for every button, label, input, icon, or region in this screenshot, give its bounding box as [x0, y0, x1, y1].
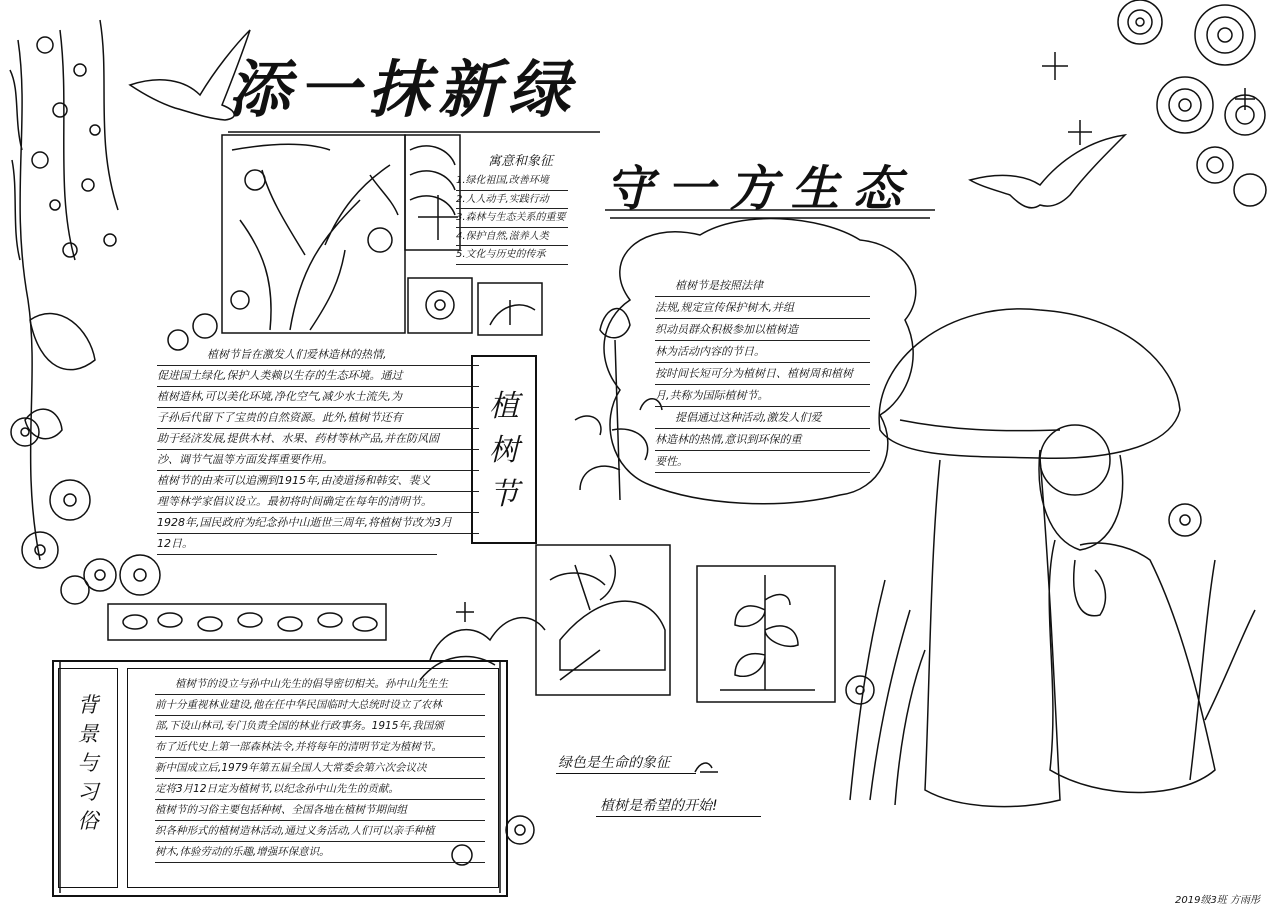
custom-line: 定将3月12日定为植树节,以纪念孙中山先生的贡献。 — [155, 779, 485, 800]
tree-picture — [222, 135, 405, 333]
sparkle-star-2 — [1068, 120, 1092, 145]
label-char: 俗 — [77, 809, 99, 833]
law-line: 法规,规定宣传保护树木,并组 — [655, 297, 870, 319]
background-customs-text — [155, 674, 485, 863]
symbolism-item: 5.文化与历史的传承 — [456, 246, 568, 265]
arbor-day-label-box — [471, 355, 537, 544]
poster-title-line1: 添一抹新绿 — [228, 53, 579, 126]
paragraph-line: 助于经济发展,提供木材、水果、药材等林产品,并在防风固 — [157, 429, 479, 450]
paragraph-line: 植树节旨在激发人们爱林造林的热情, — [157, 345, 479, 366]
custom-line: 植树节的设立与孙中山先生的倡导密切相关。孙中山先生生 — [155, 674, 485, 695]
law-line: 林为活动内容的节日。 — [655, 341, 870, 363]
sparkle-star-5 — [456, 602, 474, 622]
symbolism-heading: 寓意和象征 — [488, 154, 554, 169]
daisy-flower — [1169, 504, 1201, 536]
slogan-underline — [596, 816, 761, 817]
label-char: 与 — [77, 751, 99, 775]
left-flower-vine — [10, 20, 118, 560]
label-char: 背 — [77, 693, 99, 717]
paragraph-line: 沙、调节气温等方面发挥重要作用。 — [157, 450, 479, 471]
custom-line: 新中国成立后,1979年第五届全国人大常委会第六次会议决 — [155, 758, 485, 779]
tulip-drawing — [575, 309, 662, 500]
law-line: 林造林的热情,意识到环保的重 — [655, 429, 870, 451]
symbolism-item: 2.人人动手,实践行动 — [456, 191, 568, 210]
law-line: 植树节是按照法律 — [655, 275, 870, 297]
symbolism-list — [456, 172, 568, 265]
label-char: 习 — [77, 780, 99, 804]
sprig-icon — [695, 763, 718, 772]
slogan-green: 绿色是生命的象征 — [558, 755, 670, 771]
main-paragraph — [157, 345, 479, 555]
sparkle-star-3 — [1235, 88, 1255, 110]
flower-square-1 — [408, 278, 472, 333]
paragraph-line: 1928年,国民政府为纪念孙中山逝世三周年,将植树节改为3月 — [157, 513, 479, 534]
law-line: 按时间长短可分为植树日、植树周和植树 — [655, 363, 870, 385]
custom-line: 前十分重视林业建设,他在任中华民国临时大总统时设立了农林 — [155, 695, 485, 716]
sparkle-star-4 — [418, 195, 458, 240]
label-char: 景 — [77, 722, 99, 746]
dove-right — [970, 135, 1125, 208]
paragraph-line: 12日。 — [157, 534, 437, 555]
symbolism-item: 3.森林与生态关系的重要 — [456, 209, 568, 228]
mushroom-drawing — [879, 309, 1180, 807]
custom-line: 织各种形式的植树造林活动,通过义务活动,人们可以亲手种植 — [155, 821, 485, 842]
swirl-panel — [405, 135, 460, 250]
slogan-underline — [556, 773, 696, 774]
law-line: 要性。 — [655, 451, 870, 473]
decorative-strip — [108, 604, 386, 640]
symbolism-item: 4.保护自然,滋养人类 — [456, 228, 568, 247]
girl-drawing — [1039, 425, 1215, 793]
poster-title-line2: 守一方生态 — [605, 161, 916, 217]
sprout-picture — [697, 566, 835, 702]
custom-line: 树木,体验劳动的乐趣,增强环保意识。 — [155, 842, 485, 863]
paragraph-line: 植树造林,可以美化环境,净化空气,减少水土流失,为 — [157, 387, 479, 408]
custom-line: 部,下设山林司,专门负责全国的林业行政事务。1915年,我国颁 — [155, 716, 485, 737]
custom-line: 植树节的习俗主要包括种树、全国各地在植树节期间组 — [155, 800, 485, 821]
vertical-char: 节 — [489, 477, 519, 512]
law-section — [655, 275, 870, 473]
symbolism-item: 1.绿化祖国,改善环境 — [456, 172, 568, 191]
law-line: 织动员群众积极参加以植树造 — [655, 319, 870, 341]
watering-can-picture — [536, 545, 670, 695]
law-line: 月,共称为国际植树节。 — [655, 385, 870, 407]
top-right-roses — [1118, 0, 1266, 206]
background-customs-label — [58, 668, 118, 888]
slogan-planting: 植树是希望的开始! — [600, 798, 718, 814]
paragraph-line: 促进国土绿化,保护人类赖以生存的生态环境。通过 — [157, 366, 479, 387]
paragraph-line: 子孙后代留下了宝贵的自然资源。此外,植树节还有 — [157, 408, 479, 429]
sparkle-star-1 — [1042, 52, 1068, 80]
paragraph-line: 植树节的由来可以追溯到1915年,由凌道扬和韩安、裴义 — [157, 471, 479, 492]
vertical-char: 树 — [489, 433, 519, 468]
law-line: 提倡通过这种活动,激发人们爱 — [655, 407, 870, 429]
custom-line: 布了近代史上第一部森林法令,并将每年的清明节定为植树节。 — [155, 737, 485, 758]
vertical-char: 植 — [489, 389, 519, 424]
author-signature: 2019级3班 方雨彤 — [1175, 895, 1260, 906]
paragraph-line: 理等林学家倡议设立。最初将时间确定在每年的清明节。 — [157, 492, 479, 513]
